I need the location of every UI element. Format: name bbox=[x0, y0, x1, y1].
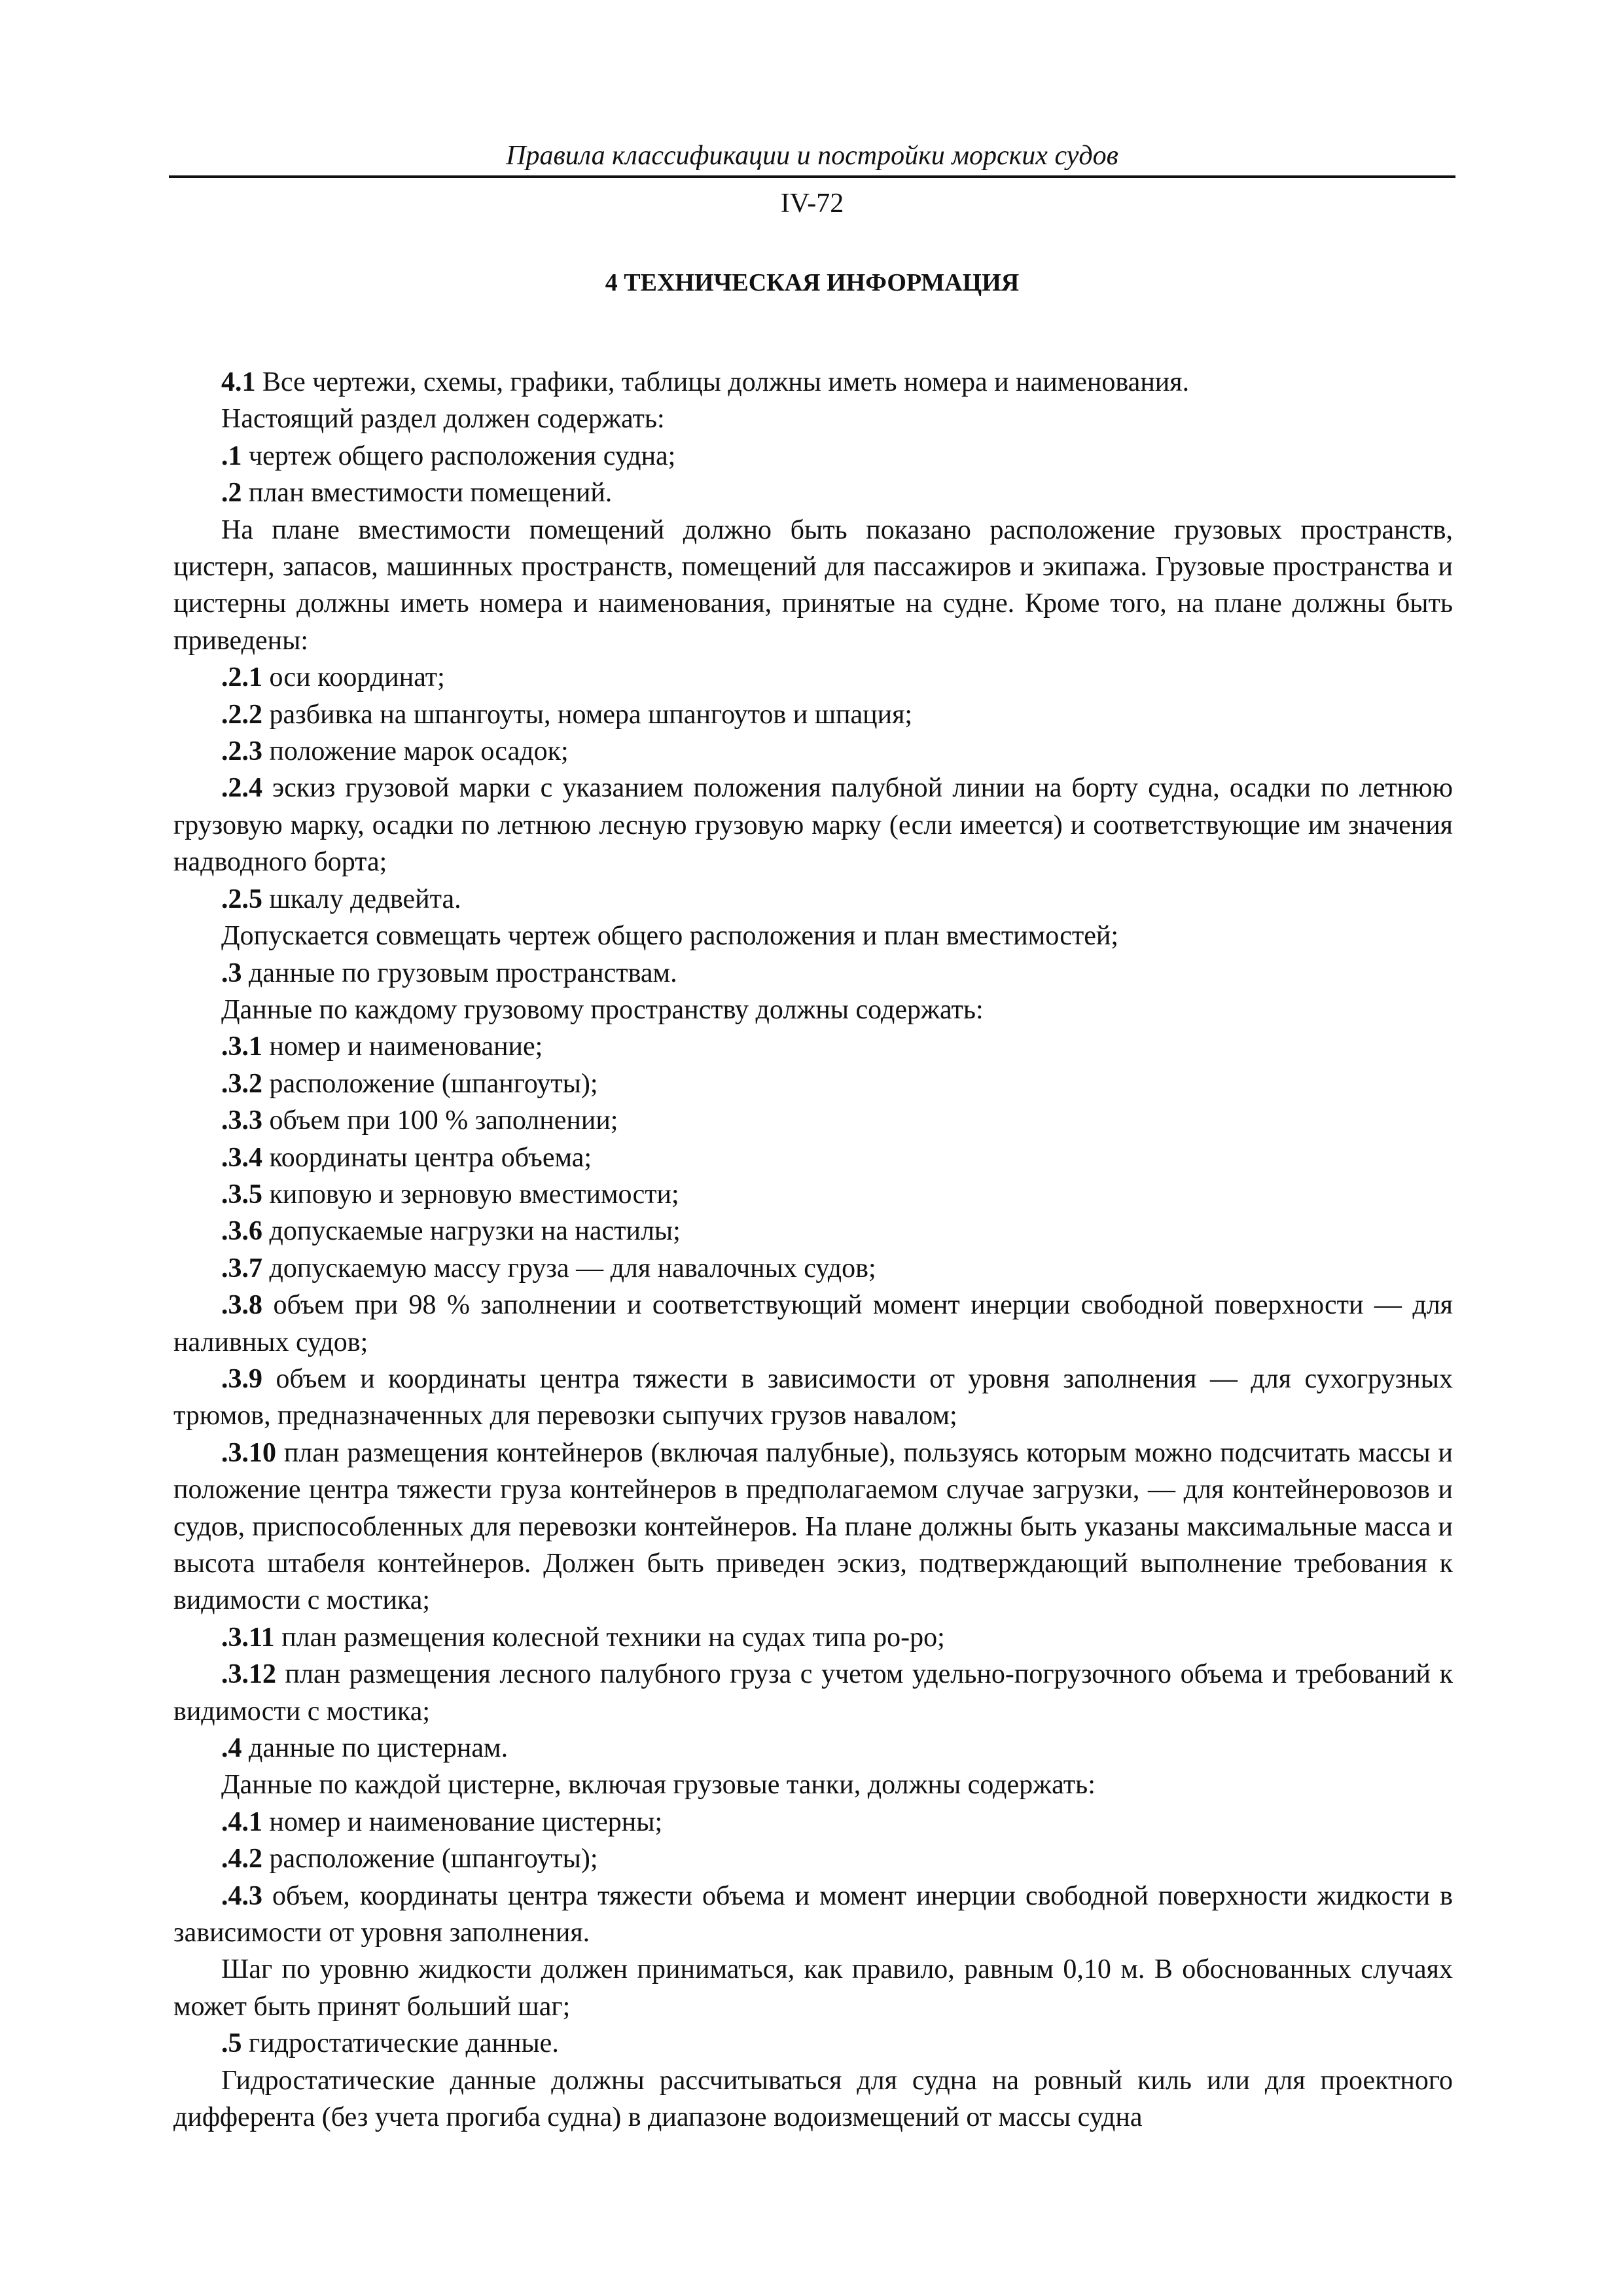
paragraph-text: положение марок осадок; bbox=[262, 736, 569, 767]
paragraph bbox=[173, 401, 1453, 437]
item-number: .3.6 bbox=[221, 1216, 262, 1247]
paragraph bbox=[173, 1804, 1453, 1840]
item-number: .4.1 bbox=[221, 1806, 262, 1837]
item-number: .3.5 bbox=[221, 1179, 262, 1210]
paragraph bbox=[173, 1028, 1453, 1065]
paragraph-text: киповую и зерновую вместимости; bbox=[262, 1179, 679, 1210]
paragraph bbox=[173, 770, 1453, 880]
paragraph bbox=[173, 659, 1453, 696]
paragraph-text: чертеж общего расположения судна; bbox=[241, 440, 676, 471]
item-number: .2.3 bbox=[221, 736, 262, 767]
item-number: .2.2 bbox=[221, 699, 262, 730]
item-number: .4 bbox=[221, 1733, 242, 1764]
paragraph-text: расположение (шпангоуты); bbox=[262, 1068, 598, 1099]
paragraph-text: оси координат; bbox=[262, 662, 445, 693]
page-number: IV-72 bbox=[780, 188, 844, 219]
paragraph-text: Настоящий раздел должен содержать: bbox=[221, 404, 665, 435]
item-number: .2.5 bbox=[221, 884, 262, 914]
paragraph bbox=[173, 1767, 1453, 1803]
paragraph bbox=[173, 1878, 1453, 1952]
paragraph-text: Допускается совмещать чертеж общего расположения и план вместимостей; bbox=[221, 921, 1119, 952]
item-number: .3.1 bbox=[221, 1031, 262, 1062]
running-title: Правила классификации и постройки морских судов bbox=[506, 141, 1118, 171]
item-number: .3.4 bbox=[221, 1142, 262, 1173]
paragraph bbox=[173, 1139, 1453, 1176]
paragraph-text: Шаг по уровню жидкости должен приниматься, как правило, равным 0,10 м. В обоснованных случаях может быть принят больший шаг; bbox=[173, 1954, 1453, 2022]
paragraph-text: На плане вместимости помещений должно быть показано расположение грузовых пространств, цистерн, запасов, машинных пространств, помещений для пассажиров и экипажа. Грузовые пространства и цистерны должны иметь номера и наименования, принятые на судне. Кроме того, на плане должны быть приведены: bbox=[173, 514, 1453, 656]
item-number: .3.7 bbox=[221, 1253, 262, 1283]
paragraph-text: шкалу дедвейта. bbox=[262, 884, 461, 914]
paragraph bbox=[173, 1840, 1453, 1877]
paragraph-text: координаты центра объема; bbox=[262, 1142, 592, 1173]
section-title: 4 ТЕХНИЧЕСКАЯ ИНФОРМАЦИЯ bbox=[605, 269, 1020, 296]
paragraph bbox=[173, 1951, 1453, 2025]
paragraph-text: расположение (шпангоуты); bbox=[262, 1844, 598, 1874]
paragraph-text: объем и координаты центра тяжести в зависимости от уровня заполнения — для сухогрузных трюмов, предназначенных для перевозки сыпучих грузов навалом; bbox=[173, 1363, 1453, 1431]
paragraph-text: данные по грузовым пространствам. bbox=[241, 958, 677, 988]
item-number: .3.8 bbox=[221, 1290, 262, 1321]
paragraph bbox=[173, 2025, 1453, 2062]
paragraph-text: план размещения колесной техники на судах типа ро-ро; bbox=[274, 1622, 945, 1653]
paragraph-text: номер и наименование цистерны; bbox=[262, 1806, 663, 1837]
paragraph-text: Данные по каждому грузовому пространству должны содержать: bbox=[221, 994, 984, 1025]
paragraph-text: объем при 100 % заполнении; bbox=[262, 1105, 618, 1136]
paragraph bbox=[173, 1361, 1453, 1435]
paragraph-text: Данные по каждой цистерне, включая грузовые танки, должны содержать: bbox=[221, 1770, 1096, 1801]
paragraph-text: номер и наименование; bbox=[262, 1031, 543, 1062]
paragraph bbox=[173, 1066, 1453, 1102]
paragraph bbox=[173, 438, 1453, 475]
item-number: .3.9 bbox=[221, 1363, 262, 1394]
paragraph bbox=[173, 1176, 1453, 1213]
paragraph bbox=[173, 364, 1453, 401]
paragraph bbox=[173, 1656, 1453, 1730]
item-number: .4.3 bbox=[221, 1880, 262, 1911]
paragraph-text: объем, координаты центра тяжести объема и момент инерции свободной поверхности жидкости в зависимости от уровня заполнения. bbox=[173, 1880, 1453, 1948]
paragraph-text: разбивка на шпангоуты, номера шпангоутов и шпация; bbox=[262, 699, 913, 730]
item-number: .4.2 bbox=[221, 1844, 262, 1874]
item-number: .3.2 bbox=[221, 1068, 262, 1099]
paragraph bbox=[173, 881, 1453, 918]
paragraph bbox=[173, 1619, 1453, 1656]
paragraph bbox=[173, 918, 1453, 954]
item-number: 4.1 bbox=[221, 367, 256, 397]
item-number: .5 bbox=[221, 2028, 242, 2059]
paragraph-text: гидростатические данные. bbox=[241, 2028, 559, 2059]
header-rule bbox=[169, 175, 1455, 178]
paragraph bbox=[173, 475, 1453, 511]
item-number: .1 bbox=[221, 440, 242, 471]
paragraph bbox=[173, 1435, 1453, 1619]
item-number: .2.1 bbox=[221, 662, 262, 693]
item-number: .3 bbox=[221, 958, 242, 988]
item-number: .3.3 bbox=[221, 1105, 262, 1136]
paragraph-text: допускаемые нагрузки на настилы; bbox=[262, 1216, 681, 1247]
paragraph-text: данные по цистернам. bbox=[241, 1733, 508, 1764]
paragraph bbox=[173, 2062, 1453, 2136]
paragraph-text: Гидростатические данные должны рассчитываться для судна на ровный киль или для проектного дифферента (без учета прогиба судна) в диапазоне водоизмещений от массы судна bbox=[173, 2065, 1453, 2133]
paragraph bbox=[173, 1213, 1453, 1249]
item-number: .3.12 bbox=[221, 1659, 276, 1690]
paragraph-text: план вместимости помещений. bbox=[241, 478, 613, 509]
paragraph bbox=[173, 955, 1453, 992]
paragraph-text: план размещения лесного палубного груза с учетом удельно-погрузочного объема и требований к видимости с мостика; bbox=[173, 1659, 1453, 1727]
paragraph-text: объем при 98 % заполнении и соответствующий момент инерции свободной поверхности — для наливных судов; bbox=[173, 1290, 1453, 1357]
body-text bbox=[173, 364, 1453, 2136]
paragraph bbox=[173, 1287, 1453, 1361]
paragraph-text: план размещения контейнеров (включая палубные), пользуясь которым можно подсчитать массы и положение центра тяжести груза контейнеров в предполагаемом случае загрузки, — для контейнеровозов и судов, приспособленных для перевозки контейнеров. На плане должны быть указаны максимальные масса и высота штабеля контейнеров. Должен быть приведен эскиз, подтверждающий выполнение требования к видимости с мостика; bbox=[173, 1437, 1453, 1616]
item-number: .3.10 bbox=[221, 1437, 276, 1468]
item-number: .2.4 bbox=[221, 773, 262, 804]
paragraph bbox=[173, 512, 1453, 660]
paragraph-text: допускаемую массу груза — для навалочных судов; bbox=[262, 1253, 876, 1283]
item-number: .3.11 bbox=[221, 1622, 275, 1653]
paragraph-text: эскиз грузовой марки с указанием положения палубной линии на борту судна, осадки по летнюю грузовую марку, осадки по летнюю лесную грузовую марку (если имеется) и соответствующие им значения надводного борта; bbox=[173, 773, 1453, 878]
item-number: .2 bbox=[221, 478, 242, 509]
paragraph bbox=[173, 992, 1453, 1028]
paragraph bbox=[173, 1250, 1453, 1287]
paragraph bbox=[173, 1730, 1453, 1767]
paragraph bbox=[173, 696, 1453, 733]
paragraph bbox=[173, 733, 1453, 770]
paragraph bbox=[173, 1102, 1453, 1139]
paragraph-text: Все чертежи, схемы, графики, таблицы должны иметь номера и наименования. bbox=[255, 367, 1190, 397]
